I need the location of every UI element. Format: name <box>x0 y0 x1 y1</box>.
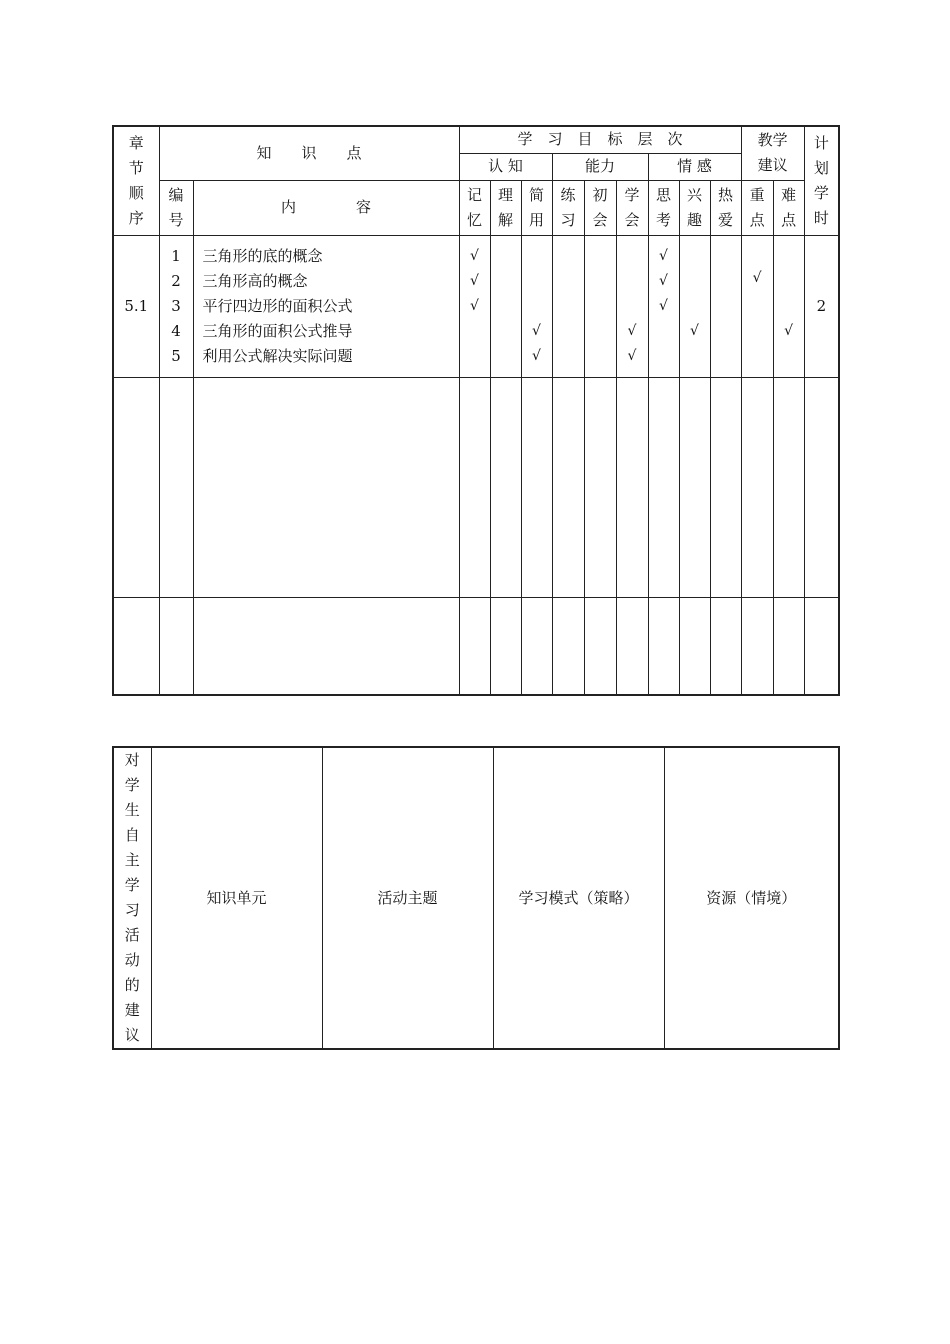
item-number: 5 <box>171 346 181 365</box>
planned-hours-value: 2 <box>804 235 839 377</box>
item-number: 2 <box>171 271 181 290</box>
check-column-learned <box>616 235 648 377</box>
sub-header-love: 热爱 <box>710 180 741 235</box>
sub-header-memory: 记忆 <box>459 180 490 235</box>
check-mark: √ <box>627 347 637 364</box>
number-header: 编号 <box>159 180 193 235</box>
check-column-simple-use <box>521 235 552 377</box>
sub-header-interest: 兴趣 <box>679 180 710 235</box>
item-number: 1 <box>171 246 181 265</box>
cognition-header: 认 知 <box>459 153 552 180</box>
content-header: 内 容 <box>193 180 459 235</box>
item-content: 利用公式解决实际问题 <box>202 346 353 365</box>
ability-header: 能力 <box>552 153 648 180</box>
learning-mode-header: 学习模式（策略） <box>493 747 664 1049</box>
check-column-initial <box>584 235 616 377</box>
check-mark: √ <box>627 322 637 339</box>
sub-header-practice: 练习 <box>552 180 584 235</box>
learning-goals-table <box>112 125 840 696</box>
check-mark: √ <box>784 322 794 339</box>
check-mark: √ <box>470 272 479 289</box>
section-number: 5.1 <box>113 235 159 377</box>
item-content: 三角形的底的概念 <box>202 246 323 265</box>
check-column-interest <box>679 235 710 377</box>
check-mark: √ <box>532 347 541 364</box>
planned-hours-header: 计划学时 <box>804 126 839 235</box>
sub-header-thinking: 思考 <box>648 180 679 235</box>
check-mark: √ <box>752 269 762 286</box>
check-mark: √ <box>659 247 668 264</box>
sub-header-difficult-point: 难点 <box>773 180 804 235</box>
sub-header-simple-use: 简用 <box>521 180 552 235</box>
activity-theme-header: 活动主题 <box>322 747 493 1049</box>
check-column-memory <box>459 235 490 377</box>
check-mark: √ <box>470 297 479 314</box>
check-column-difficult-point <box>773 235 804 377</box>
sub-header-initial: 初会 <box>584 180 616 235</box>
chapter-order-header: 章节顺序 <box>113 126 159 235</box>
sub-header-understand: 理解 <box>490 180 521 235</box>
check-column-understand <box>490 235 521 377</box>
check-column-thinking <box>648 235 679 377</box>
learning-goals-header: 学 习 目 标 层 次 <box>459 126 741 153</box>
item-content: 三角形的面积公式推导 <box>202 321 353 340</box>
item-content: 平行四边形的面积公式 <box>202 296 353 315</box>
teaching-suggestion-header: 教学建议 <box>741 126 804 180</box>
check-mark: √ <box>690 322 699 339</box>
check-column-key-point <box>741 235 773 377</box>
item-content: 三角形高的概念 <box>202 271 308 290</box>
check-mark: √ <box>659 297 668 314</box>
check-mark: √ <box>532 322 541 339</box>
knowledge-points-header: 知 识 点 <box>159 126 459 180</box>
sub-header-key-point: 重点 <box>741 180 773 235</box>
check-column-love <box>710 235 741 377</box>
check-column-practice <box>552 235 584 377</box>
empty-row <box>113 597 839 695</box>
item-numbers <box>159 235 193 377</box>
item-contents <box>193 235 459 377</box>
knowledge-unit-header: 知识单元 <box>151 747 322 1049</box>
activity-suggestion-table <box>112 746 840 1050</box>
activity-side-label: 对学生自主学习活动的建议 <box>113 747 151 1049</box>
item-number: 4 <box>171 321 181 340</box>
check-mark: √ <box>659 272 668 289</box>
check-mark: √ <box>470 247 479 264</box>
resources-header: 资源（情境） <box>664 747 839 1049</box>
emotion-header: 情 感 <box>648 153 741 180</box>
empty-row <box>113 377 839 597</box>
item-number: 3 <box>171 296 181 315</box>
sub-header-learned: 学会 <box>616 180 648 235</box>
